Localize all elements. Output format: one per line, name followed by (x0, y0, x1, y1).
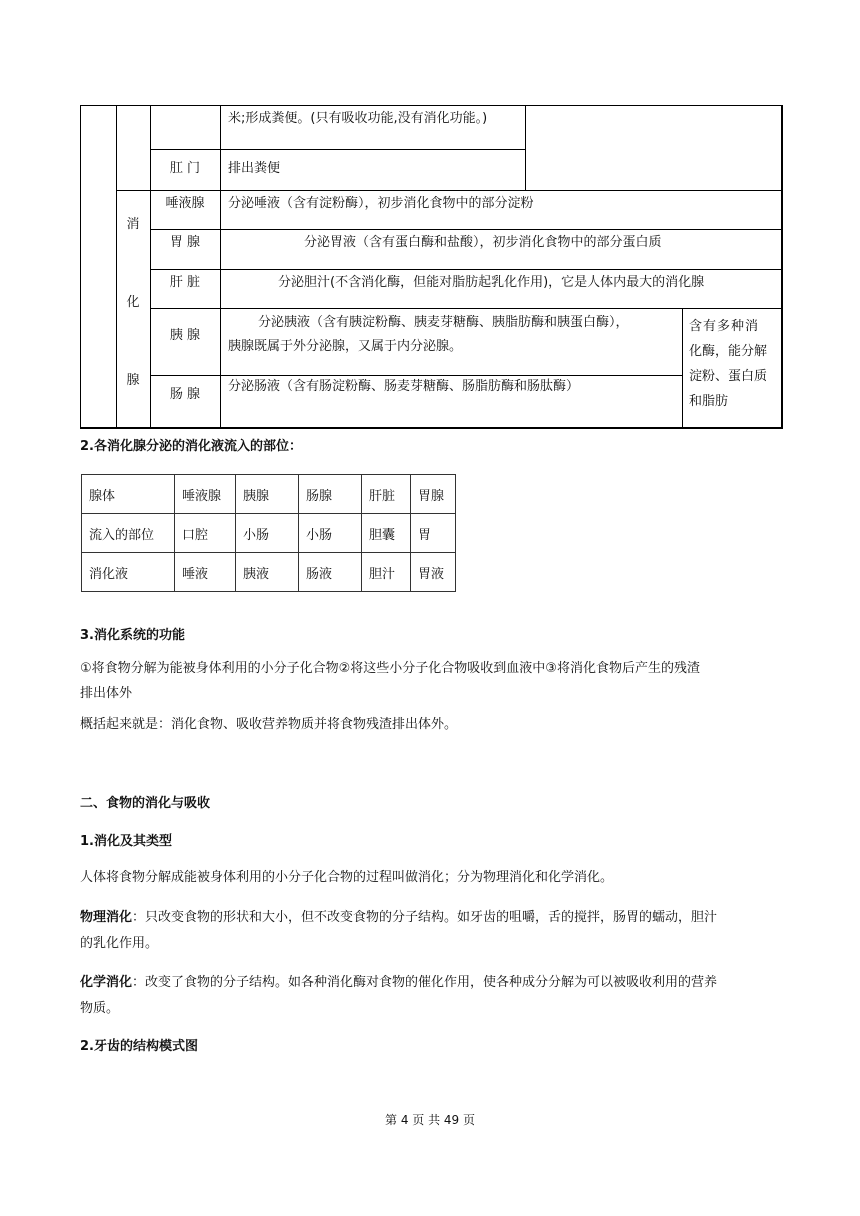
table-cell-anus-name: 肛 门 (169, 161, 201, 176)
section-heading-functions: 3.消化系统的功能 (80, 628, 185, 643)
part-heading-digestion-absorption: 二、食物的消化与吸收 (80, 796, 211, 811)
table-cell-pancreas-name: 胰 腺 (169, 328, 201, 343)
table-cell-salivary-name: 唾液腺 (165, 196, 205, 211)
table-cell: 胃腺 (411, 475, 456, 514)
table-cell: 肠液 (299, 553, 362, 592)
table-cell: 胃液 (411, 553, 456, 592)
table-cell: 腺体 (82, 475, 175, 514)
digestion-definition: 人体将食物分解成能被身体利用的小分子化合物的过程叫做消化；分为物理消化和化学消化。 (80, 870, 614, 885)
physical-digestion-line-2: 的乳化作用。 (80, 936, 159, 951)
table-cell-enzyme-note-2: 化酶，能分解 (689, 344, 768, 359)
table-cell: 小肠 (236, 514, 299, 553)
table-cell: 胆囊 (362, 514, 411, 553)
table-cell-salivary-desc: 分泌唾液（含有淀粉酶），初步消化食物中的部分淀粉 (228, 196, 534, 211)
table-cell-gastric-desc: 分泌胃液（含有蛋白酶和盐酸），初步消化食物中的部分蛋白质 (304, 235, 662, 250)
glands-label-char-2: 化 (126, 295, 140, 310)
table-cell: 消化液 (82, 553, 175, 592)
functions-text-line-1: ①将食物分解为能被身体利用的小分子化合物②将这些小分子化合物吸收到血液中③将消化食物后产生的残渣 (80, 661, 700, 676)
table-cell: 肠腺 (299, 475, 362, 514)
chemical-digestion-line-1: 化学消化：改变了食物的分子结构。如各种消化酶对食物的催化作用，使各种成分分解为可以被吸收利用的营养 (80, 975, 718, 990)
table-row (82, 553, 456, 592)
physical-digestion-label: 物理消化 (80, 910, 133, 925)
table-cell: 流入的部位 (82, 514, 175, 553)
page-footer: 第 4 页 共 49 页 (385, 1113, 475, 1127)
chemical-digestion-line-2: 物质。 (80, 1001, 120, 1016)
table-cell-anus-desc: 排出粪便 (228, 161, 281, 176)
table-cell: 胰液 (236, 553, 299, 592)
functions-summary: 概括起来就是：消化食物、吸收营养物质并将食物残渣排出体外。 (80, 717, 458, 732)
table-row (82, 514, 456, 553)
table-cell-enzyme-note-4: 和脂肪 (689, 394, 729, 409)
table-cell-gastric-name: 胃 腺 (169, 235, 201, 250)
table-cell: 口腔 (175, 514, 236, 553)
digestive-organs-table (80, 105, 782, 428)
glands-label-char-3: 腺 (126, 373, 140, 388)
table-cell-intestinal-gland-name: 肠 腺 (169, 387, 201, 402)
physical-digestion-line-1: 物理消化：只改变食物的形状和大小，但不改变食物的分子结构。如牙齿的咀嚼，舌的搅拌，肠胃的蠕动，胆汁 (80, 910, 718, 925)
table-cell-intestine-partial: 米;形成粪便。(只有吸收功能,没有消化功能。) (228, 111, 488, 126)
chemical-digestion-label: 化学消化 (80, 975, 133, 990)
table-row (82, 475, 456, 514)
table-cell-enzyme-note-3: 淀粉、蛋白质 (689, 369, 768, 384)
table-cell-pancreas-desc-1: 分泌胰液（含有胰淀粉酶、胰麦芽糖酶、胰脂肪酶和胰蛋白酶）， (258, 315, 629, 330)
table-cell: 胆汁 (362, 553, 411, 592)
table-cell: 胃 (411, 514, 456, 553)
gland-flow-table (81, 474, 456, 592)
section-heading-gland-flow: 2.各消化腺分泌的消化液流入的部位： (80, 439, 302, 454)
subheading-digestion-types: 1.消化及其类型 (80, 834, 172, 849)
table-cell: 唾液 (175, 553, 236, 592)
glands-label-char-1: 消 (126, 217, 140, 232)
table-cell: 胰腺 (236, 475, 299, 514)
table-cell-liver-name: 肝 脏 (169, 275, 201, 290)
table-cell: 小肠 (299, 514, 362, 553)
table-cell-enzyme-note-1: 含有多种消 (689, 319, 760, 334)
functions-text-line-2: 排出体外 (80, 686, 133, 701)
table-cell: 肝脏 (362, 475, 411, 514)
subheading-tooth-diagram: 2.牙齿的结构模式图 (80, 1039, 198, 1054)
table-cell-liver-desc: 分泌胆汁(不含消化酶，但能对脂肪起乳化作用)，它是人体内最大的消化腺 (278, 275, 705, 290)
table-cell: 唾液腺 (175, 475, 236, 514)
table-cell-pancreas-desc-2: 胰腺既属于外分泌腺，又属于内分泌腺。 (228, 339, 463, 354)
table-cell-intestinal-gland-desc: 分泌肠液（含有肠淀粉酶、肠麦芽糖酶、肠脂肪酶和肠肽酶） (228, 379, 580, 394)
